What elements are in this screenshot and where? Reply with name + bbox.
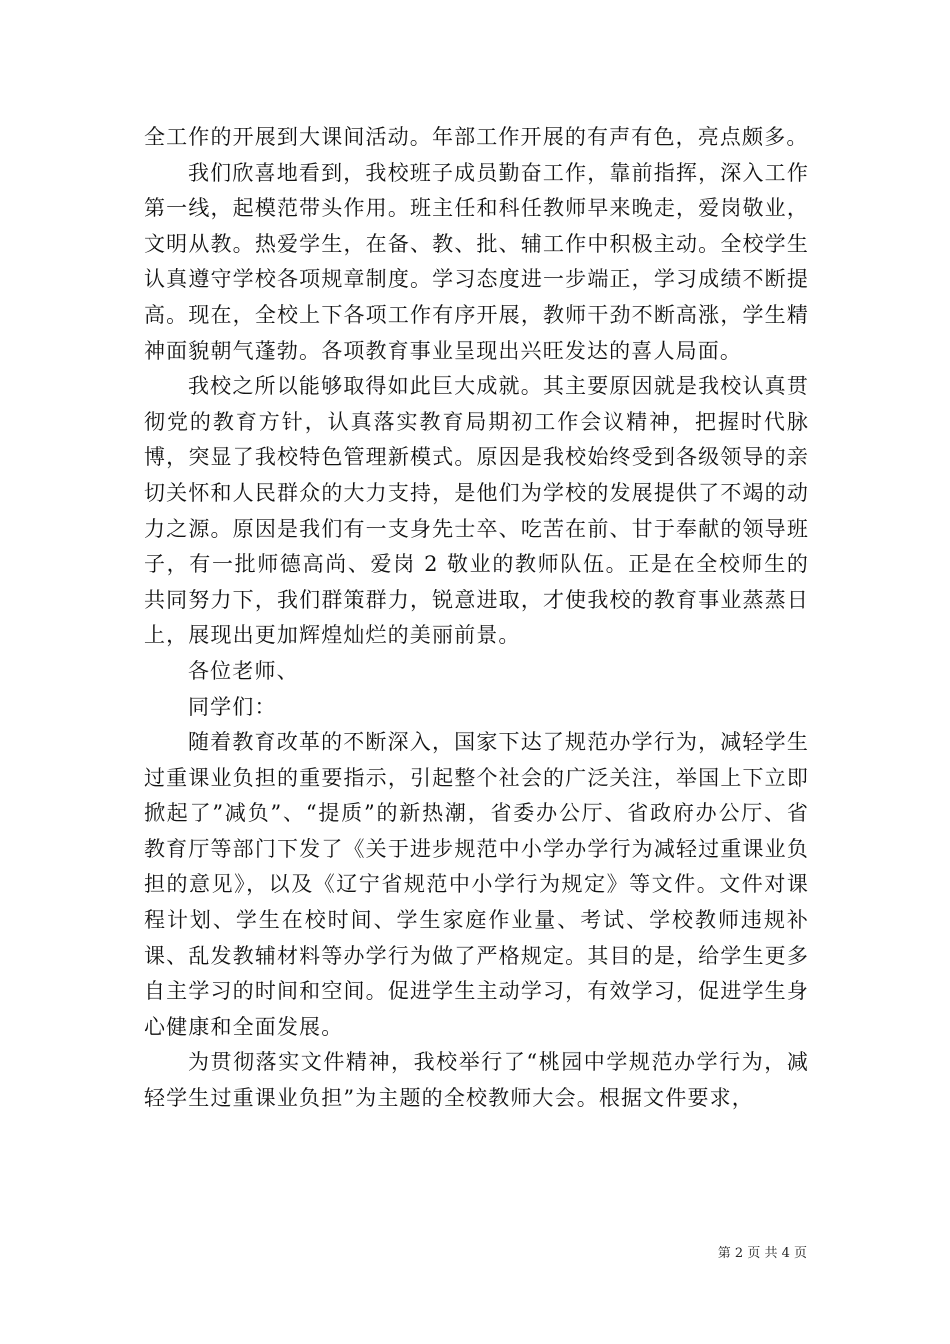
salutation-teachers: 各位老师、 [188,658,299,683]
salutation-students: 同学们： [188,694,277,719]
paragraph-4: 随着教育改革的不断深入，国家下达了规范办学行为，减轻学生过重课业负担的重要指示，引起整个社会的广泛关注，举国上下立即掀起了”减负”、“提质”的新热潮，省委办公厅、省政府办公厅、省教育厅等部门下发了《关于进步规范中小学办学行为减轻过重课业负担的意见》，以及《辽宁省规范中小学行为规定》等文件。文件对课程计划、学生在校时间、学生家庭作业量、考试、学校教师违规补课、乱发教辅材料等办学行为做了严格规定。其目的是，给学生更多自主学习的时间和空间。促进学生主动学习，有效学习，促进学生身心健康和全面发展。 [144,730,809,1039]
document-body [144,120,809,1117]
paragraph-5: 为贯彻落实文件精神，我校举行了“桃园中学规范办学行为，减轻学生过重课业负担”为主题的全校教师大会。根据文件要求， [144,1050,809,1111]
paragraph-2: 我们欣喜地看到，我校班子成员勤奋工作，靠前指挥，深入工作第一线，起模范带头作用。班主任和科任教师早来晚走，爱岗敬业，文明从教。热爱学生，在备、教、批、辅工作中积极主动。全校学生认真遵守学校各项规章制度。学习态度进一步端正，学习成绩不断提高。现在，全校上下各项工作有序开展，教师干劲不断高涨，学生精神面貌朝气蓬勃。各项教育事业呈现出兴旺发达的喜人局面。 [144,160,809,363]
page-number-footer: 第 2 页 共 4 页 [717,1246,807,1261]
paragraph-1: 全工作的开展到大课间活动。年部工作开展的有声有色，亮点颇多。 [144,125,809,149]
paragraph-3: 我校之所以能够取得如此巨大成就。其主要原因就是我校认真贯彻党的教育方针，认真落实教育局期初工作会议精神，把握时代脉博，突显了我校特色管理新模式。原因是我校始终受到各级领导的亲切关怀和人民群众的大力支持，是他们为学校的发展提供了不竭的动力之源。原因是我们有一支身先士卒、吃苦在前、甘于奉献的领导班子，有一批师德高尚、爱岗 2 敬业的教师队伍。正是在全校师生的共同努力下，我们群策群力，锐意进取，才使我校的教育事业蒸蒸日上，展现出更加辉煌灿烂的美丽前景。 [144,374,809,648]
